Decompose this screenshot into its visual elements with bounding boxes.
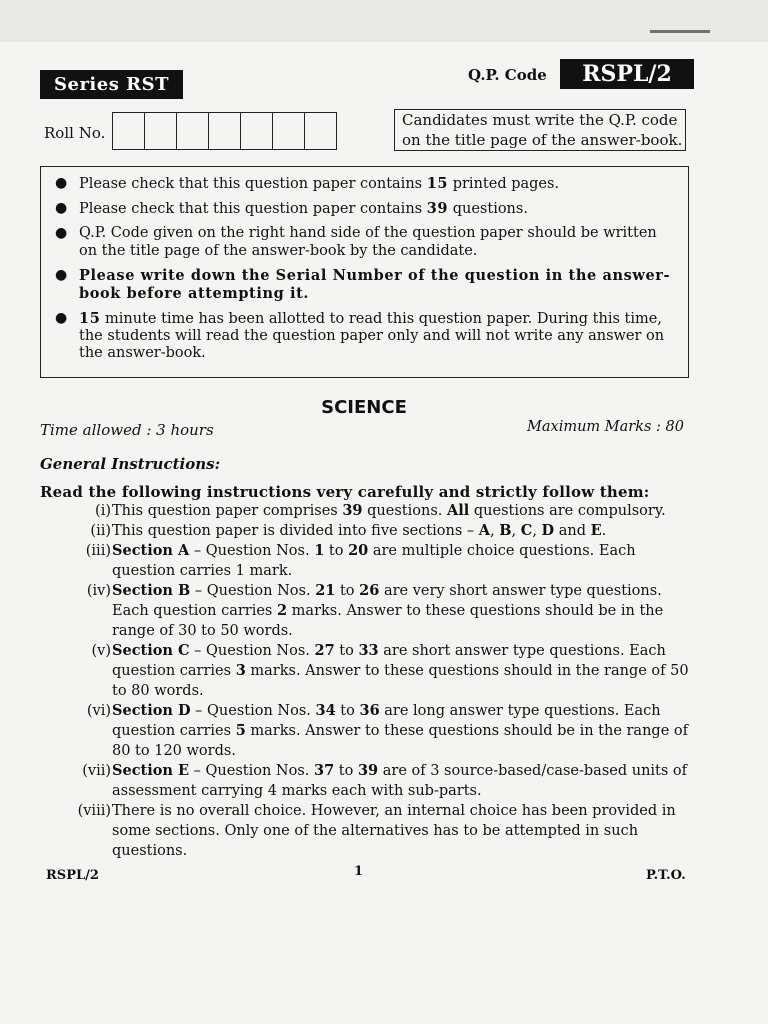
roll-number-box[interactable] xyxy=(241,113,273,149)
instruction-text: Section B – Question Nos. 21 to 26 are very short answer type questions. Each question carries 2 marks. Answer to these questions should be in the range of 30 to 50 words. xyxy=(112,582,664,639)
checklist-text: Please check that this question paper contains 15 printed pages. xyxy=(79,175,560,192)
instruction-text: Section C – Question Nos. 27 to 33 are short answer type questions. Each question carries 3 marks. Answer to these questions should in the range of 50 to 80 words. xyxy=(112,642,689,699)
instruction-number: (vii) xyxy=(82,763,111,779)
instruction-item xyxy=(40,521,690,541)
roll-number-box[interactable] xyxy=(113,113,145,149)
instruction-text: Section A – Question Nos. 1 to 20 are multiple choice questions. Each question carries 1 mark. xyxy=(112,542,636,579)
checklist-item xyxy=(55,175,672,193)
instruction-number: (vi) xyxy=(86,703,111,719)
bullet-icon: ● xyxy=(55,310,68,326)
instruction-text: This question paper comprises 39 questions. All questions are compulsory. xyxy=(112,502,666,519)
page-number: 1 xyxy=(354,864,364,879)
checklist-text: Q.P. Code given on the right hand side of the question paper should be written on the title page of the answer-book by the candidate. xyxy=(79,225,657,259)
instruction-number: (v) xyxy=(91,643,111,659)
qp-code-label: Q.P. Code xyxy=(468,66,547,84)
instruction-item xyxy=(40,501,690,521)
instruction-text: This question paper is divided into five sections – A, B, C, D and E. xyxy=(112,522,607,539)
candidate-note-box xyxy=(394,109,686,151)
instruction-item xyxy=(40,801,690,861)
checklist-item xyxy=(55,267,672,303)
qp-code-badge: RSPL/2 xyxy=(560,59,694,89)
cut-off-header-mark xyxy=(650,30,710,43)
checklist-item xyxy=(55,225,672,260)
roll-number-label: Roll No. xyxy=(44,124,106,142)
roll-number-box[interactable] xyxy=(305,113,336,149)
candidate-note-line-2: on the title page of the answer-book. xyxy=(402,131,683,149)
instruction-text: Section D – Question Nos. 34 to 36 are long answer type questions. Each question carries 5 marks. Answer to these questions should be in the range of 80 to 120 words. xyxy=(112,702,688,759)
instruction-number: (iv) xyxy=(86,583,111,599)
instruction-text: Section E – Question Nos. 37 to 39 are of 3 source-based/case-based units of assessment carrying 4 marks each with sub-parts. xyxy=(112,762,688,799)
instruction-number: (ii) xyxy=(90,523,111,539)
instruction-item xyxy=(40,701,690,761)
footer-qp-code: RSPL/2 xyxy=(46,868,99,883)
roll-number-box[interactable] xyxy=(145,113,177,149)
maximum-marks: Maximum Marks : 80 xyxy=(527,419,684,435)
read-instructions-heading: Read the following instructions very carefully and strictly follow them: xyxy=(40,483,650,501)
checklist-item xyxy=(55,310,672,362)
instruction-item xyxy=(40,581,690,641)
instruction-item xyxy=(40,761,690,801)
subject-title: SCIENCE xyxy=(321,397,407,418)
instruction-number: (iii) xyxy=(85,543,111,559)
bullet-icon: ● xyxy=(55,225,68,241)
roll-number-box[interactable] xyxy=(273,113,305,149)
instruction-number: (i) xyxy=(95,503,111,519)
roll-number-boxes xyxy=(112,112,337,150)
roll-number-box[interactable] xyxy=(209,113,241,149)
checklist-box xyxy=(40,166,689,378)
roll-number-box[interactable] xyxy=(177,113,209,149)
instruction-number: (viii) xyxy=(77,803,111,819)
please-turn-over: P.T.O. xyxy=(646,868,686,883)
general-instructions-heading: General Instructions: xyxy=(40,455,221,473)
checklist-text: Please write down the Serial Number of the question in the answer-book before attempting it. xyxy=(79,267,671,302)
checklist-text: 15 minute time has been allotted to read this question paper. During this time, the students will read the question paper only and will not write any answer on the answer-book. xyxy=(79,310,665,361)
instruction-item xyxy=(40,641,690,701)
bullet-icon: ● xyxy=(55,175,68,191)
series-badge: Series RST xyxy=(40,70,183,99)
instructions-list xyxy=(40,501,690,861)
candidate-note-line-1: Candidates must write the Q.P. code xyxy=(402,111,678,129)
instruction-item xyxy=(40,541,690,581)
bullet-icon: ● xyxy=(55,267,68,283)
time-allowed: Time allowed : 3 hours xyxy=(40,421,214,439)
checklist-item xyxy=(55,200,672,218)
checklist-text: Please check that this question paper contains 39 questions. xyxy=(79,200,528,217)
instruction-text: There is no overall choice. However, an internal choice has been provided in some sections. Only one of the alternatives has to be attempted in such questions. xyxy=(112,803,676,859)
bullet-icon: ● xyxy=(55,200,68,216)
